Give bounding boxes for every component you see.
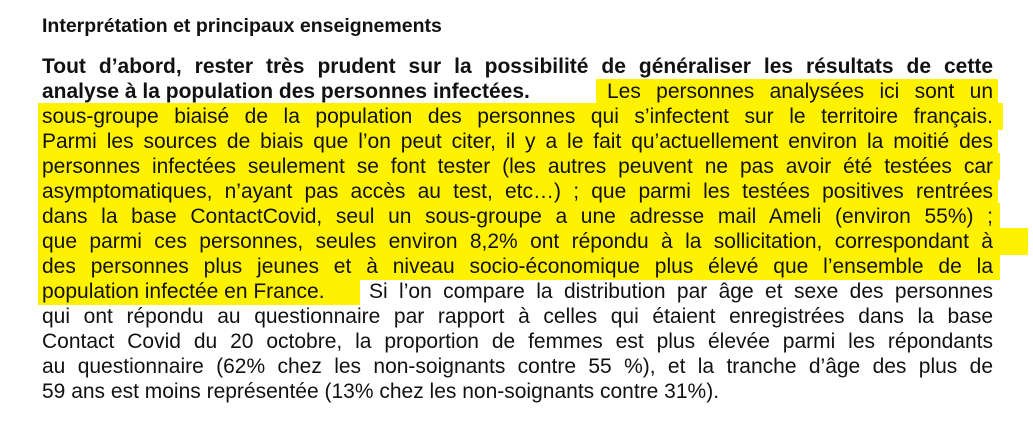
paragraph-line [42,130,993,154]
plain-text: qui ont répondu au questionnaire par rapport à celles qui étaient enregistrées dans la base [42,305,993,328]
paragraph-line [42,105,993,129]
paragraph-line [42,330,993,354]
bold-text: analyse à la population des personnes infectées [42,80,524,103]
paragraph-line [42,280,993,304]
highlighted-text: personnes infectées seulement se font tester (les autres peuvent ne pas avoir été testées car [42,155,993,178]
paragraph-line [42,180,993,204]
paragraph-line [42,55,993,79]
highlighted-text: population infectée en France. [42,280,325,303]
paragraph-line [42,305,993,329]
highlighted-text: dans la base ContactCovid, seul un sous-groupe a une adresse mail Ameli (environ 55%) ; [42,205,993,228]
highlighted-text: sous-groupe biaisé de la population des personnes qui s’infectent sur le territoire français. [42,105,993,128]
highlighted-text: asymptomatiques, n’ayant pas accès au test, etc…) ; que parmi les testées positives rentrées [42,180,993,203]
section-heading: Interprétation et principaux enseignements [42,15,442,37]
plain-text: au questionnaire (62% chez les non-soignants contre 55 %), et la tranche d’âge des plus de [42,355,993,378]
paragraph-line [42,80,993,104]
plain-text: 59 ans est moins représentée (13% chez les non-soignants contre 31%). [42,380,720,403]
plain-text: Contact Covid du 20 octobre, la proportion de femmes est plus élevée parmi les répondants [42,330,993,353]
paragraph-line [42,355,993,379]
highlighted-text: des personnes plus jeunes et à niveau socio-économique plus élevé que l’ensemble de la [42,255,993,278]
highlighted-text: que parmi ces personnes, seules environ 8,2% ont répondu à la sollicitation, correspondant à [42,230,993,253]
plain-text: Si l’on compare la distribution par âge et sexe des personnes [369,280,993,303]
highlighted-text: Parmi les sources de biais que l’on peut citer, il y a le fait qu’actuellement environ la moitié des [42,130,993,153]
paragraph-line [42,255,993,279]
bold-text: Tout d’abord, rester très prudent sur la possibilité de généraliser les résultats de cette [42,55,993,78]
paragraph-line [42,155,993,179]
paragraph-line [42,230,993,254]
paragraph-line [42,380,993,404]
highlighted-text: Les personnes analysées ici sont un [607,80,993,103]
bold-text-end: . [524,80,530,103]
paragraph-line [42,205,993,229]
